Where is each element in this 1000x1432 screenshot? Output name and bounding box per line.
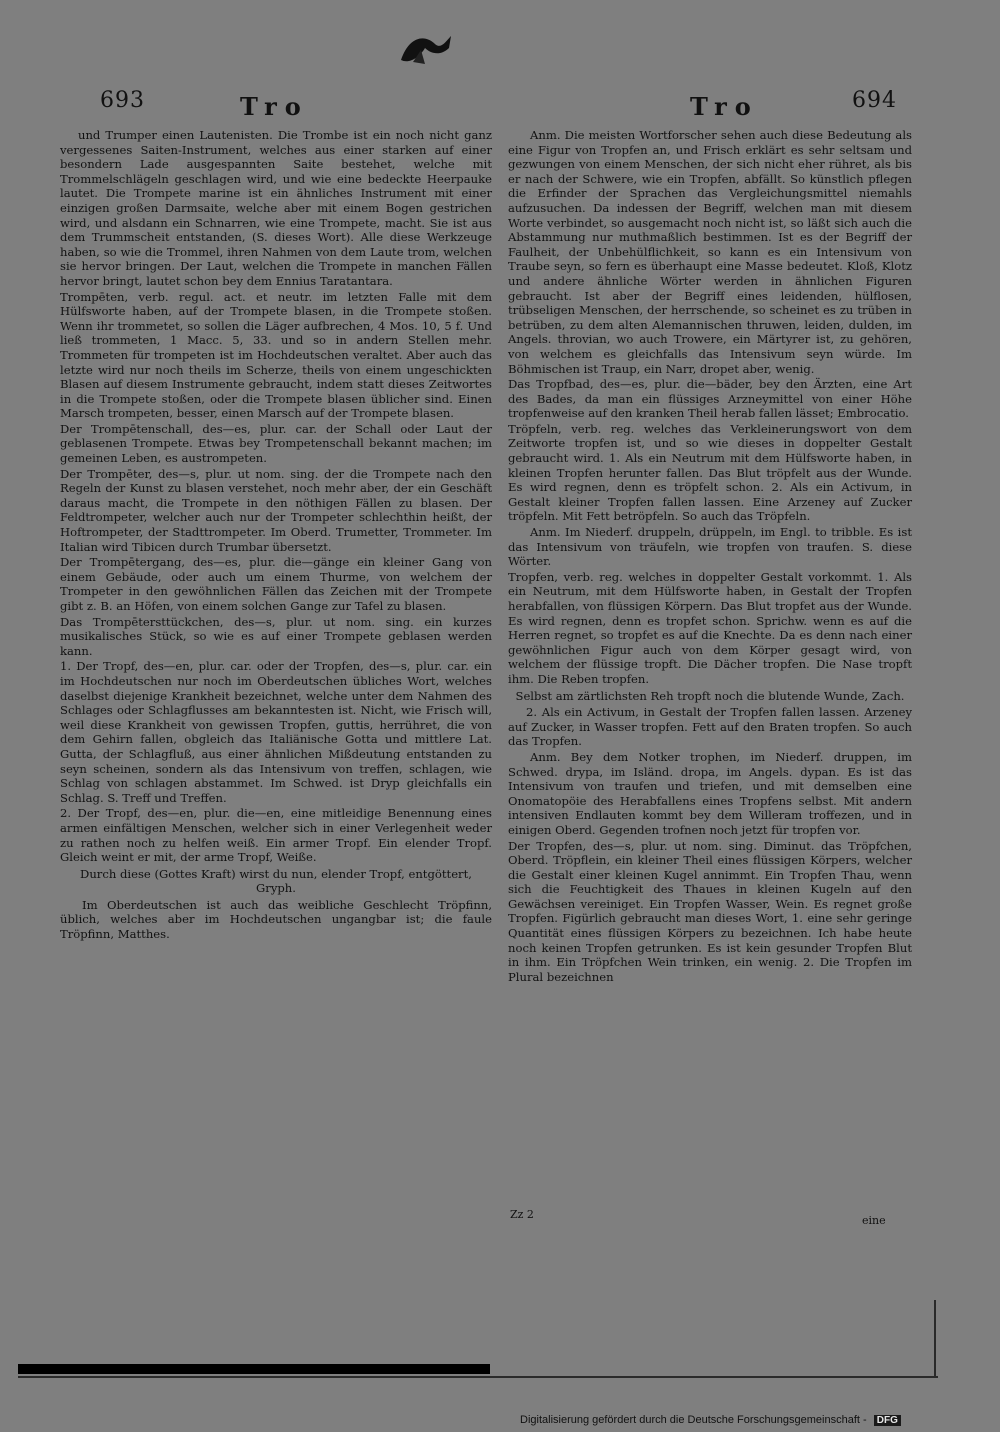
dictionary-entry: Der Trompētergang, des—es, plur. die—gänge ein kleiner Gang von einem Gebäude, oder auch um einem Thurme, von welchem der Trompeter in den gewöhnlichen Fällen das Zeichen mit der Trompete gibt z. B. an Höfen, von einem solchen Gange zur Tafel zu blasen. — [60, 555, 492, 613]
annotation-paragraph: Anm. Im Niederf. druppeln, drüppeln, im Engl. to tribble. Es ist das Intensivum von träufeln, wie tropfen von traufen. S. diese Wörter. — [508, 525, 912, 569]
annotation-paragraph: Anm. Die meisten Wortforscher sehen auch diese Bedeutung als eine Figur von Tropfen an, und Frisch erklärt es sehr seltsam und gezwungen von einem Menschen, der sich nicht eher rühret, als bis er nach der Schwere, wie ein Tropfen, abfällt. So künstlich pflegen die Erfinder der Sprachen das Vergleichungsmittel niemahls aufzusuchen. Da indessen der Begriff, welchen man mit diesem Worte verbindet, so ausgemacht noch nicht ist, so läßt sich auch die Abstammung nur muthmaßlich bestimmen. Ist es der Begriff der Faulheit, der Unbehülflichkeit, so kann es ein Intensivum von Traube seyn, so fern es überhaupt eine Masse bedeutet. Kloß, Klotz und andere ähnliche Wörter werden in ähnlichen Figuren gebraucht. Ist aber der Begriff eines leidenden, hülflosen, trübseligen Menschen, der herrschende, so scheinet es zu trüben in betrüben, zu dem alten Alemannischen thruwen, leiden, dulden, im Angels. throvian, wo auch Trowere, ein Märtyrer ist, zu gehören, von welchem es gleichfalls das Intensivum seyn würde. Im Böhmischen ist Traup, ein Narr, dropet aber, wenig. — [508, 128, 912, 376]
dictionary-entry: 2. Der Tropf, des—en, plur. die—en, eine mitleidige Benennung eines armen einfältigen Menschen, welcher sich in einer Verlegenheit weder zu rathen noch zu helfen weiß. Ein armer Tropf. Ein elender Tropf. Gleich weint er mit, der arme Tropf, Weiße. — [60, 806, 492, 865]
dictionary-entry: Das Tropfbad, des—es, plur. die—bäder, bey den Ärzten, eine Art des Bades, da man ein flüssiges Arzneymittel von einer Höhe tropfenweise auf den kranken Theil herab fallen lässet; Embrocatio. — [508, 377, 912, 421]
footer-credit — [520, 1414, 901, 1426]
left-paragraph: und Trumper einen Lautenisten. Die Trombe ist ein noch nicht ganz vergessenes Saiten-Instrument, welches aus einer starken auf einer besondern Lade ausgespannten Saite bestehet, welche mit Trommelschlägeln geschlagen wird, und wie eine bedeckte Heerpauke lautet. Die Trompete marine ist ein ähnliches Instrument mit einer einzigen großen Darmsaite, welche aber mit einem Bogen gestrichen wird, und alsdann ein Schnarren, wie eine Trompete, macht. Sie ist aus dem Trummscheit entstanden, (S. dieses Wort). Alle diese Werkzeuge haben, so wie die Trommel, ihren Nahmen von dem Laute trom, welchen sie hervor bringen. Der Laut, welchen die Trompete in manchen Fällen hervor bringt, lautet schon bey dem Ennius Taratantara. — [60, 128, 492, 288]
left-page-number: 693 — [100, 88, 145, 113]
dictionary-entry: Der Trompētenschall, des—es, plur. car. der Schall oder Laut der geblasenen Trompete. Etwas bey Trompetenschall bekannt machen; im gemeinen Leben, es austrompeten. — [60, 421, 492, 466]
left-running-head: Tro — [240, 92, 309, 121]
dfg-logo: DFG — [874, 1415, 901, 1426]
right-page-number: 694 — [852, 88, 897, 113]
scan-edge-line — [18, 1376, 938, 1378]
right-running-head: Tro — [690, 92, 759, 121]
dictionary-entry: Der Trompēter, des—s, plur. ut nom. sing. der die Trompete nach den Regeln der Kunst zu blasen verstehet, noch mehr aber, der ein Geschäft daraus macht, die Trompete in den nöthigen Fällen zu blasen. Der Feldtrompeter, welcher auch nur der Trompeter schlechthin heißt, der Hoftrompeter, der Stadttrompeter. Im Oberd. Trumetter, Trommeter. Im Italian wird Tibicen durch Trumbar übersetzt. — [60, 466, 492, 554]
dictionary-entry: Das Trompētersttückchen, des—s, plur. ut nom. sing. ein kurzes musikalisches Stück, so wie es auf einer Trompete geblasen werden kann. — [60, 614, 492, 658]
signature-mark: Zz 2 — [510, 1208, 534, 1221]
dictionary-entry: Tröpfeln, verb. reg. welches das Verkleinerungswort von dem Zeitworte tropfen ist, und so wie dieses in doppelter Gestalt gebraucht wird. 1. Als ein Neutrum mit dem Hülfsworte haben, in kleinen Tropfen herunter fallen. Das Blut tröpfelt aus der Wunde. Es wird regnen, denn es tröpfelt schon. 2. Als ein Activum, in Gestalt kleiner Tropfen fallen lassen. Eine Arzeney auf Zucker tröpfeln. Mit Fett betröpfeln. So auch das Tröpfeln. — [508, 421, 912, 524]
footer-text: Digitalisierung gefördert durch die Deutsche Forschungsgemeinschaft - — [520, 1414, 867, 1426]
dictionary-entry: 1. Der Tropf, des—en, plur. car. oder der Tropfen, des—s, plur. car. ein im Hochdeutschen nur noch im Oberdeutschen übliches Wort, welches daselbst diejenige Krankheit bezeichnet, welche unter dem Nahmen des Schlages oder Schlagflusses am bekanntesten ist. Nicht, wie Frisch will, weil diese Krankheit von gewissen Tropfen, guttis, herrühret, die von dem Gehirn fallen, obgleich das Italiänische Gotta und mittlere Lat. Gutta, der Schlagfluß, aus einer ähnlichen Mißdeutung entstanden zu seyn scheinen, sondern als das Intensivum von treffen, schlagen, wie Schlag von schlagen abstammet. Im Schwed. ist Dryp gleichfalls ein Schlag. S. Treff und Treffen. — [60, 659, 492, 805]
scan-edge-bar — [18, 1364, 490, 1374]
dictionary-entry: Der Tropfen, des—s, plur. ut nom. sing. Diminut. das Tröpfchen, Oberd. Tröpflein, ein kleiner Theil eines flüssigen Körpers, welcher die Gestalt einer kleinen Kugel annimmt. Ein Tropfen Thau, wenn sich die Feuchtigkeit des Thaues in kleinen Kugeln auf den Gewächsen vereiniget. Ein Tropfen Wasser, Wein. Es regnet große Tropfen. Figürlich gebraucht man dieses Wort, 1. eine sehr geringe Quantität eines flüssigen Körpers zu bezeichnen. Ich habe heute noch keinen Tropfen getrunken. Es ist kein gesunder Tropfen Blut in ihm. Ein Tröpfchen Wein trinken, ein wenig. 2. Die Tropfen im Plural bezeichnen — [508, 838, 912, 984]
ornament-icon — [395, 30, 455, 70]
verse-quote: Durch diese (Gottes Kraft) wirst du nun, elender Tropf, entgöttert, Gryph. — [80, 866, 472, 896]
right-column — [508, 128, 912, 985]
right-paragraph: 2. Als ein Activum, in Gestalt der Tropfen fallen lassen. Arzeney auf Zucker, in Wasser tropfen. Fett auf den Braten tropfen. So auch das Tropfen. — [508, 705, 912, 749]
dictionary-entry: Tropfen, verb. reg. welches in doppelter Gestalt vorkommt. 1. Als ein Neutrum, mit dem Hülfsworte haben, in Gestalt der Tropfen herabfallen, von flüssigen Körpern. Das Blut tropfet aus der Wunde. Es wird regnen, denn es tropfet schon. Sprichw. wenn es auf die Herren regnet, so tropfet es auf die Knechte. Da es denn nach einer gewöhnlichen Figur auch von dem Körper gesagt wird, von welchem der flüssige tropft. Die Dächer tropfen. Die Nase tropft ihm. Die Reben tropfen. — [508, 569, 912, 686]
scan-edge-vertical — [934, 1300, 936, 1378]
catchword: eine — [862, 1214, 886, 1227]
dictionary-entry: Trompēten, verb. regul. act. et neutr. im letzten Falle mit dem Hülfsworte haben, auf der Trompete blasen, in die Trompete stoßen. Wenn ihr trommetet, so sollen die Läger aufbrechen, 4 Mos. 10, 5 f. Und ließ trommeten, 1 Macc. 5, 33. und so in andern Stellen mehr. Trommeten für trompeten ist im Hochdeutschen veraltet. Aber auch das letzte wird nur noch theils im Scherze, theils von einem ungeschickten Blasen auf diesem Instrumente gebraucht, indem statt dieses Zeitwortes in die Trompete stoßen, oder die Trompete blasen üblicher sind. Einen Marsch trompeten, besser, einen Marsch auf der Trompete blasen. — [60, 289, 492, 421]
left-paragraph: Im Oberdeutschen ist auch das weibliche Geschlecht Tröpfinn, üblich, welches aber im Hochdeutschen ungangbar ist; die faule Tröpfinn, Matthes. — [60, 897, 492, 942]
annotation-paragraph: Anm. Bey dem Notker trophen, im Niederf. druppen, im Schwed. drypa, im Isländ. dropa, im Angels. dypan. Es ist das Intensivum von traufen und triefen, und mit demselben eine Onomatopöie des Herabfallens eines Tropfens selbst. Mit andern intensiven Endlauten kommt bey dem Willeram troffezen, und in einigen Oberd. Gegenden trofnen noch jetzt für tropfen vor. — [508, 749, 912, 837]
left-column — [60, 128, 492, 943]
verse-quote: Selbst am zärtlichsten Reh tropft noch die blutende Wunde, Zach. — [515, 688, 905, 703]
